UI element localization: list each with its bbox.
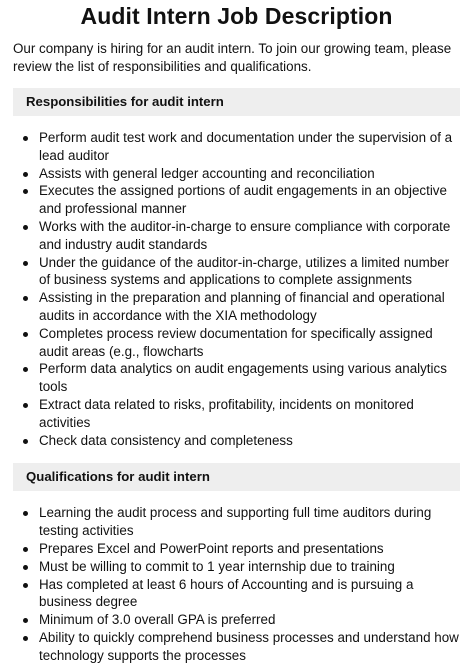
list-item: Ability to quickly comprehend business processes and understand how technology supports the processes [39,629,459,663]
list-item: Assists with general ledger accounting and reconciliation [38,165,460,183]
responsibilities-heading: Responsibilities for audit intern [13,88,460,116]
list-item: Assisting in the preparation and planning of financial and operational audits in accordance with the XIA methodology [38,289,460,325]
list-item: Works with the auditor-in-charge to ensure compliance with corporate and industry audit standards [38,218,460,254]
list-item: Minimum of 3.0 overall GPA is preferred [38,611,460,629]
list-item: Must be willing to commit to 1 year internship due to training [38,558,460,576]
page-title: Audit Intern Job Description [80,3,393,29]
list-item: Perform data analytics on audit engagements using various analytics tools [38,360,460,396]
list-item: Perform audit test work and documentation under the supervision of a lead auditor [38,129,460,165]
list-item: Check data consistency and completeness [38,432,460,450]
responsibilities-list [13,129,460,449]
list-item: Under the guidance of the auditor-in-charge, utilizes a limited number of business systems and applications to complete assignments [38,254,460,290]
list-item: Prepares Excel and PowerPoint reports and presentations [38,540,460,558]
list-item: Executes the assigned portions of audit engagements in an objective and professional manner [38,182,460,218]
list-item: Learning the audit process and supporting full time auditors during testing activities [38,504,460,540]
qualifications-heading: Qualifications for audit intern [13,463,460,491]
list-item: Has completed at least 6 hours of Accounting and is pursuing a business degree [38,576,460,612]
list-item: Completes process review documentation for specifically assigned audit areas (e.g., flowcharts [38,325,460,361]
intro-paragraph: Our company is hiring for an audit intern. To join our growing team, please review the list of responsibilities and qualifications. [13,41,452,74]
list-item: Extract data related to risks, profitability, incidents on monitored activities [38,396,460,432]
qualifications-list [13,504,460,664]
